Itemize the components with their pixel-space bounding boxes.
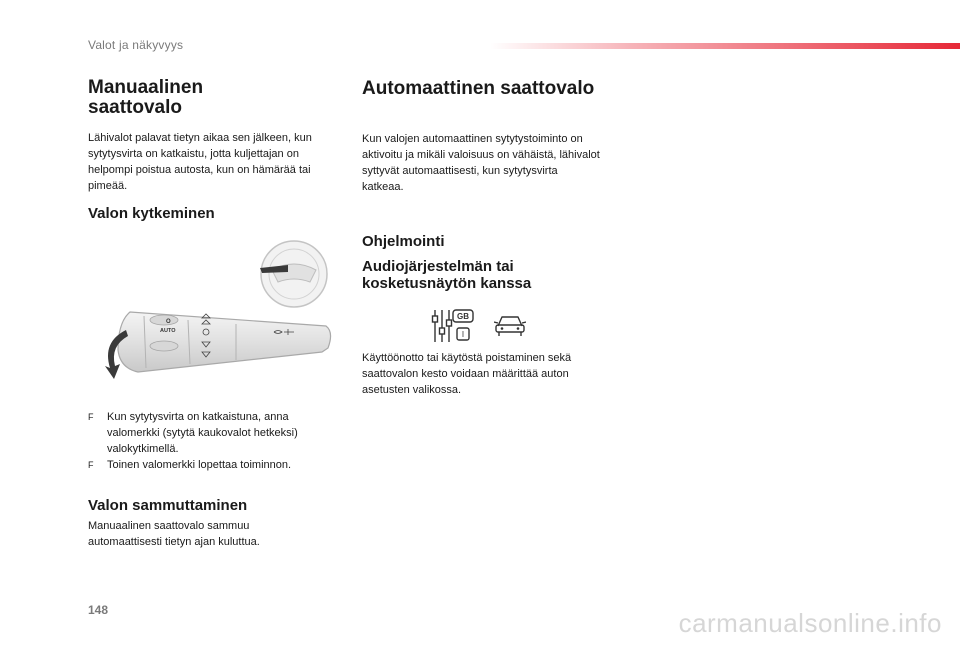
bullet-mark: F [88, 460, 94, 470]
bullet-text: Kun sytytysvirta on katkaistuna, anna valomerkki (sytytä kaukovalot hetkeksi) valokytkimellä. [107, 411, 298, 455]
switch-off-heading: Valon sammuttaminen [88, 497, 248, 514]
watermark: carmanualsonline.info [678, 608, 942, 638]
lighting-stalk-illustration [100, 236, 350, 384]
audio-instructions-text: Käyttöönotto tai käytöstä poistaminen sekä saattovalon kesto voidaan määrittää auton asetusten valikossa. [362, 352, 572, 396]
bullet-item [88, 409, 348, 455]
bullet-text: Toinen valomerkki lopettaa toiminnon. [107, 459, 292, 471]
manual-intro-text: Lähivalot palavat tietyn aikaa sen jälkeen, kun sytytysvirta on katkaistu, jotta kuljettajan on helpompi poistua autosta, kun on hämärää tai pimeää. [88, 132, 312, 192]
page-number: 148 [88, 603, 109, 617]
audio-heading-line1: Audiojärjestelmän tai [362, 258, 514, 275]
header-accent-bar [490, 43, 960, 49]
audio-heading [362, 258, 531, 292]
lever-label-off: O [166, 319, 171, 325]
steering-wheel-icon [260, 241, 327, 307]
car-icon [494, 312, 526, 338]
automatic-guide-lighting-title: Automaattinen saattovalo [362, 78, 595, 99]
bullet-item [88, 457, 348, 473]
chapter-title: Valot ja näkyvyys [88, 38, 184, 52]
programming-heading: Ohjelmointi [362, 233, 445, 250]
switch-off-text: Manuaalinen saattovalo sammuu automaattisesti tietyn ajan kuluttua. [88, 520, 260, 548]
audio-heading-line2: kosketusnäytön kanssa [362, 275, 532, 292]
settings-badge-label: GB [457, 312, 469, 321]
settings-menu-icon [431, 308, 475, 344]
lever-label-auto: AUTO [160, 328, 176, 334]
bullet-mark: F [88, 412, 94, 422]
manual-title-line1: Manuaalinen [88, 77, 204, 98]
automatic-intro-text: Kun valojen automaattinen sytytystoiminto on aktivoitu ja mikäli valoisuus on vähäistä, lähivalot syttyvät automaattisesti, kun sytytysvirta katkeaa. [362, 133, 600, 193]
manual-guide-lighting-title [88, 78, 203, 118]
settings-small-label: I [461, 330, 465, 339]
manual-title-line2: saattovalo [88, 97, 182, 118]
switch-on-heading: Valon kytkeminen [88, 205, 215, 222]
